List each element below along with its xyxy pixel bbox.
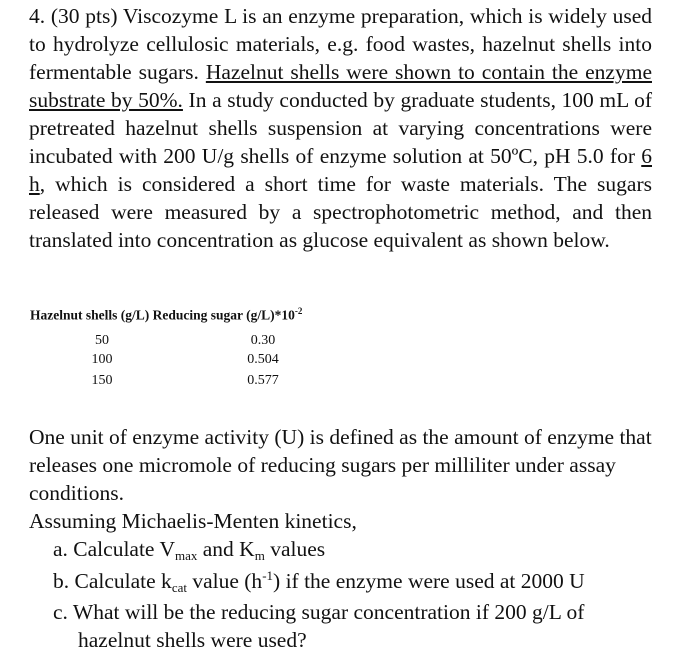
table-header-col2: Reducing sugar (g/L)*10 <box>152 307 295 323</box>
h-exponent: -1 <box>262 568 274 583</box>
intro-text-3: , which is considered a short time for waste materials. The sugars released were measured by a spectrophotometric method, and then translated into concentration as glucose equivalent as shown below. <box>29 172 652 252</box>
table-cell-sugar: 0.577 <box>247 373 279 388</box>
problem-intro <box>29 2 652 254</box>
table-cell-shells: 50 <box>95 333 109 348</box>
question-a <box>53 535 325 563</box>
km-subscript: m <box>254 548 265 563</box>
question-c-continued: hazelnut shells were used? <box>78 628 307 652</box>
question-a-mid: and K <box>197 537 255 561</box>
intro-text-1: 4. (30 pts) Viscozyme L is an enzyme preparation, which is widely used to hydrolyze cellulosic materials, e.g. food wastes, hazelnut shells into fermentable sugars. <box>29 4 652 84</box>
intro-text-2: In a study conducted by graduate students, 100 mL of pretreated hazelnut shells suspension at varying concentrations were incubated with 200 U/g shells of enzyme solution at 50ºC, pH 5.0 for <box>29 88 652 168</box>
vmax-subscript: max <box>175 548 198 563</box>
question-b-text: b. Calculate k <box>53 569 172 593</box>
table-cell-sugar: 0.504 <box>247 352 279 367</box>
table-cell-shells: 100 <box>91 352 113 367</box>
assumption-text: Assuming Michaelis-Menten kinetics, <box>29 509 357 533</box>
intro-underlined-substrate: Hazelnut shells were shown to contain the enzyme substrate by 50%. <box>29 60 652 112</box>
question-c: c. What will be the reducing sugar concentration if 200 g/L of <box>53 600 585 624</box>
question-b-mid: value (h <box>186 569 263 593</box>
definition-paragraph <box>29 423 669 535</box>
table-header-col2-exponent: -2 <box>294 306 303 316</box>
kcat-subscript: cat <box>171 580 187 595</box>
table-cell-shells: 150 <box>91 373 113 388</box>
question-a-text: a. Calculate V <box>53 537 175 561</box>
table-header-col1: Hazelnut shells (g/L) <box>30 307 150 323</box>
question-b <box>53 567 585 595</box>
question-b-suffix: ) if the enzyme were used at 2000 U <box>273 569 585 593</box>
table-cell-sugar: 0.30 <box>250 333 276 348</box>
definition-text: One unit of enzyme activity (U) is defined as the amount of enzyme that releases one micromole of reducing sugars per milliliter under assay conditions. <box>29 425 652 505</box>
table-header <box>30 306 302 324</box>
question-a-suffix: values <box>264 537 326 561</box>
intro-underlined-time: 6 h <box>29 144 652 196</box>
